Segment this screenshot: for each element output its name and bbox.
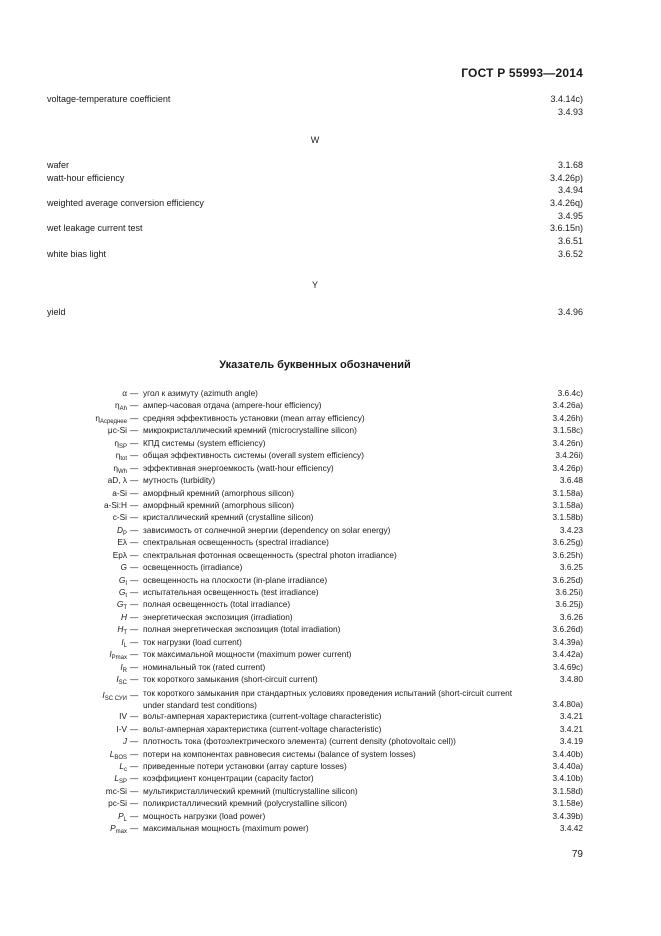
- symbol: [119, 711, 127, 721]
- index-reference: 3.6.15n): [549, 223, 583, 234]
- symbol-row: [40, 637, 583, 649]
- symbol: [115, 400, 127, 412]
- symbol: [116, 450, 127, 462]
- symbol-row: [40, 438, 583, 450]
- symbol-reference: 3.4.21: [559, 711, 583, 722]
- symbol-description: зависимость от солнечной энергии (dependency on solar energy): [143, 524, 391, 535]
- index-entry-row: [47, 307, 583, 320]
- symbol-main: G: [116, 599, 124, 610]
- symbol-row: [40, 388, 583, 400]
- symbol-reference: 3.4.19: [559, 736, 583, 747]
- symbol: [119, 587, 127, 599]
- symbol-row: [40, 500, 583, 512]
- symbol-main: L: [114, 773, 119, 784]
- symbol-main: I: [109, 649, 112, 660]
- symbol: [117, 525, 127, 537]
- symbol-row: [40, 587, 583, 599]
- symbol-row: [40, 786, 583, 798]
- symbol-dash: —: [130, 761, 139, 772]
- symbol: [108, 425, 127, 435]
- symbol-reference: 3.4.39a): [552, 636, 583, 647]
- symbol: [118, 811, 127, 823]
- symbol-reference: 3.1.58c): [553, 425, 583, 436]
- symbol-subscript: T: [123, 605, 127, 612]
- index-reference: 3.4.14c): [550, 94, 583, 104]
- symbol-main: P: [118, 810, 124, 821]
- symbol: [113, 463, 127, 475]
- symbol-dash: —: [130, 823, 139, 834]
- symbol-subscript: P: [122, 530, 127, 537]
- symbol-row: [40, 425, 583, 437]
- symbol-main: J: [122, 736, 127, 747]
- symbol-main: c-Si: [112, 512, 127, 523]
- symbol: [120, 662, 127, 674]
- index-group-y: [47, 307, 583, 320]
- symbol-main: a-Si: [112, 487, 127, 498]
- symbol: [109, 649, 127, 661]
- symbol: [110, 823, 127, 835]
- symbol-reference: 3.6.26: [559, 611, 583, 622]
- symbol-row: [40, 599, 583, 611]
- symbol-description: энергетическая экспозиция (irradiation): [143, 611, 293, 622]
- symbol: [114, 773, 127, 785]
- symbol-dash: —: [130, 748, 139, 759]
- symbol-row: [40, 711, 583, 723]
- symbol-reference: 3.4.26p): [552, 462, 583, 473]
- symbol-reference: 3.6.25: [559, 562, 583, 573]
- symbol-main: α: [122, 388, 127, 398]
- symbol-main: a-Si:H: [103, 499, 127, 510]
- symbol-reference: 3.4.40a): [552, 761, 583, 772]
- symbol-row: [40, 575, 583, 587]
- symbol-main: I: [102, 689, 105, 700]
- symbol: [121, 637, 127, 649]
- letter-heading-w: W: [310, 135, 320, 145]
- index-entry-row: [47, 107, 583, 120]
- symbol-dash: —: [130, 549, 139, 560]
- symbol-description: ток максимальной мощности (maximum power current): [143, 649, 352, 660]
- symbol-dash: —: [130, 487, 139, 498]
- symbol-row: [40, 463, 583, 475]
- symbol-description: кристаллический кремний (crystalline silicon): [143, 512, 314, 523]
- symbol-description: полная освещенность (total irradiance): [143, 599, 291, 610]
- symbol-row: [40, 798, 583, 810]
- symbol-reference: 3.4.26a): [552, 400, 583, 411]
- symbol-reference: 3.6.26d): [552, 624, 583, 635]
- symbol-description: КПД системы (system efficiency): [143, 437, 266, 448]
- index-entry-row: [47, 198, 583, 211]
- symbol-subscript: SP: [118, 779, 127, 786]
- symbol-description: освещенность (irradiance): [143, 562, 243, 573]
- symbol-reference: 3.1.58b): [552, 512, 583, 523]
- symbol-description: ампер-часовая отдача (ampere-hour efficiency): [143, 400, 322, 411]
- index-entry-row: [47, 211, 583, 224]
- symbol-row: [40, 736, 583, 748]
- symbol-description: угол к азимуту (azimuth angle): [143, 388, 258, 398]
- symbol-main: I: [120, 661, 123, 672]
- symbol-subscript: c: [124, 767, 127, 774]
- symbol-main: η: [115, 450, 121, 461]
- symbol-dash: —: [130, 611, 139, 622]
- symbol-reference: 3.6.25j): [555, 599, 583, 610]
- index-reference: 3.4.93: [557, 106, 583, 117]
- symbol-subscript: max: [115, 829, 127, 836]
- symbol-main: aD, λ: [107, 475, 127, 486]
- symbol-index: [40, 388, 583, 836]
- symbol-subscript: I: [125, 580, 127, 587]
- symbol-subscript: L: [123, 816, 127, 823]
- symbol-dash: —: [130, 649, 139, 660]
- symbol-main: I: [116, 674, 119, 685]
- index-reference: 3.4.94: [557, 185, 583, 196]
- symbol-description: вольт-амперная характеристика (current-voltage characteristic): [143, 711, 382, 722]
- symbol-description: полная энергетическая экспозиция (total irradiation): [143, 624, 341, 635]
- symbol-reference: 3.6.4c): [557, 388, 583, 398]
- symbol-reference: 3.1.58d): [552, 785, 583, 796]
- symbol-description: ток нагрузки (load current): [143, 636, 242, 647]
- index-term: white bias light: [47, 248, 107, 259]
- symbol: [114, 438, 127, 450]
- symbol-main: Epλ: [112, 549, 127, 560]
- symbol-dash: —: [130, 599, 139, 610]
- symbol-description: эффективная энергоемкость (watt-hour efficiency): [143, 462, 334, 473]
- symbol-main: mc-Si: [105, 785, 127, 796]
- index-entry-row: [47, 173, 583, 186]
- symbol-reference: 3.4.26n): [552, 437, 583, 448]
- index-entry-row: [47, 160, 583, 173]
- symbol-dash: —: [130, 689, 139, 700]
- symbol-dash: —: [130, 562, 139, 573]
- symbol-description: максимальная мощность (maximum power): [143, 823, 309, 834]
- symbol-main: H: [121, 611, 127, 622]
- symbol-row: [40, 674, 583, 686]
- symbol: [122, 388, 127, 398]
- symbol-reference: 3.6.25i): [555, 587, 583, 597]
- symbol-reference: 3.6.25h): [552, 549, 583, 560]
- symbol: [102, 690, 127, 702]
- symbol-description: испытательная освещенность (test irradiance): [143, 587, 319, 597]
- symbol-row: [40, 761, 583, 773]
- symbol-main: D: [116, 524, 123, 535]
- symbol-dash: —: [130, 524, 139, 535]
- symbol-row: [40, 649, 583, 661]
- index-entry-row: [47, 236, 583, 249]
- symbol-main: IV: [119, 711, 127, 722]
- symbol-subscript: Асреднее: [99, 418, 127, 425]
- symbol-reference: 3.4.26i): [555, 450, 583, 461]
- symbol-row: [40, 811, 583, 823]
- symbol: [112, 488, 127, 498]
- index-entry-row: [47, 185, 583, 198]
- symbol-subscript: T: [123, 630, 127, 637]
- symbol-main: G: [120, 562, 127, 573]
- letter-heading-y: Y: [311, 280, 318, 290]
- symbol-subscript: Wh: [118, 468, 127, 475]
- index-term: watt-hour efficiency: [47, 172, 125, 183]
- symbol-row: [40, 624, 583, 636]
- symbol-row: [40, 687, 583, 712]
- index-reference: 3.4.95: [557, 210, 583, 221]
- symbol-dash: —: [130, 450, 139, 461]
- symbol-main: η: [113, 462, 118, 473]
- symbol: [116, 724, 127, 734]
- symbol-row: [40, 662, 583, 674]
- symbol-dash: —: [130, 574, 139, 585]
- symbol-reference: 3.4.80a): [552, 698, 583, 709]
- symbol-reference: 3.4.23: [559, 524, 583, 535]
- symbol-dash: —: [130, 674, 139, 685]
- symbol-description: мультикристаллический кремний (multicrystalline silicon): [143, 785, 358, 796]
- symbol-row: [40, 512, 583, 524]
- symbol-description: плотность тока (фотоэлектрического элемента) (current density (photovoltaic cell)): [143, 736, 456, 747]
- symbol: [104, 500, 127, 510]
- symbol: [95, 413, 127, 425]
- index-reference: 3.1.68: [557, 160, 583, 170]
- symbol-subscript: Ah: [119, 406, 127, 413]
- symbol-reference: 3.6.48: [559, 475, 583, 486]
- symbol-row: [40, 724, 583, 736]
- symbol-description: освещенность на плоскости (in-plane irradiance): [143, 574, 328, 585]
- symbol-description: мощность нагрузки (load power): [143, 810, 266, 821]
- symbol-row: [40, 525, 583, 537]
- symbol-main: η: [115, 400, 120, 411]
- symbol-reference: 3.4.80: [559, 674, 583, 685]
- symbol: [119, 761, 127, 773]
- symbol-dash: —: [130, 798, 139, 809]
- symbol-main: μc-Si: [107, 425, 127, 436]
- symbol-subscript: tot: [120, 456, 127, 463]
- symbol-main: G: [118, 587, 126, 597]
- symbol-main: P: [110, 823, 116, 834]
- symbol-description: коэффициент концентрации (capacity factor): [143, 773, 314, 784]
- symbol-reference: 3.6.25g): [552, 537, 583, 548]
- index-entry-row: [47, 223, 583, 236]
- symbol-description: номинальный ток (rated current): [143, 661, 266, 672]
- symbol: [121, 562, 127, 572]
- symbol-dash: —: [130, 773, 139, 784]
- symbol-dash: —: [130, 400, 139, 411]
- symbol-dash: —: [130, 810, 139, 821]
- symbol-dash: —: [130, 661, 139, 672]
- symbol-reference: 3.1.58e): [552, 798, 583, 809]
- symbol-subscript: L: [123, 642, 127, 649]
- symbol-subscript: R: [122, 667, 127, 674]
- symbol-reference: 3.4.21: [559, 723, 583, 734]
- symbol-row: [40, 400, 583, 412]
- symbol-reference: 3.1.58a): [552, 487, 583, 498]
- symbol: [116, 674, 127, 686]
- symbol-description: приведенные потери установки (array capture losses): [143, 761, 347, 772]
- index-group-v: [47, 94, 583, 119]
- symbol-reference: 3.4.26h): [552, 412, 583, 423]
- symbol-subscript: t: [125, 593, 127, 599]
- symbol-description: потери на компонентах равновесия системы (balance of system losses): [143, 748, 416, 759]
- symbol-main: η: [95, 412, 100, 423]
- document-header: ГОСТ Р 55993—2014: [461, 66, 583, 80]
- symbol-row: [40, 413, 583, 425]
- symbol: [108, 475, 127, 485]
- symbol-dash: —: [130, 736, 139, 747]
- symbol-reference: 3.4.40b): [552, 748, 583, 759]
- symbol-dash: —: [130, 711, 139, 722]
- symbol-description: спектральная освещенность (spectral irradiance): [143, 537, 329, 548]
- index-group-w: [47, 160, 583, 262]
- symbol-dash: —: [130, 537, 139, 548]
- symbol: [117, 537, 127, 547]
- symbol-dash: —: [130, 785, 139, 796]
- symbol-description: мутность (turbidity): [143, 475, 216, 486]
- symbol-row: [40, 550, 583, 562]
- symbol-reference: 3.4.42: [559, 823, 583, 834]
- symbol-reference: 3.4.39b): [552, 810, 583, 821]
- symbol: [117, 624, 127, 636]
- symbol-dash: —: [130, 412, 139, 423]
- index-term: weighted average conversion efficiency: [47, 198, 204, 209]
- symbol: [119, 575, 127, 587]
- symbol-main: I-V: [116, 723, 127, 734]
- symbol-description: средняя эффективность установки (mean array efficiency): [143, 412, 365, 423]
- symbol-dash: —: [130, 512, 139, 523]
- symbol-main: η: [114, 437, 119, 448]
- symbol-main: L: [109, 748, 115, 759]
- symbol-reference: 3.4.69c): [553, 661, 583, 672]
- symbol-dash: —: [130, 723, 139, 734]
- index-term: voltage-temperature coefficient: [47, 94, 171, 104]
- section-title: Указатель буквенных обозначений: [219, 359, 411, 371]
- symbol-dash: —: [130, 499, 139, 510]
- symbol-main: G: [118, 574, 126, 585]
- symbol-row: [40, 450, 583, 462]
- symbol-description: микрокристаллический кремний (microcrystalline silicon): [143, 425, 357, 436]
- symbol-dash: —: [130, 587, 139, 597]
- symbol-row: [40, 488, 583, 500]
- symbol-row: [40, 612, 583, 624]
- symbol-row: [40, 749, 583, 761]
- symbol-main: H: [117, 624, 124, 635]
- symbol-description: аморфный кремний (amorphous silicon): [143, 487, 294, 498]
- symbol-subscript: SP: [118, 443, 127, 450]
- symbol: [121, 612, 127, 622]
- symbol: [113, 550, 127, 560]
- symbol-description: спектральная фотонная освещенность (spectral photon irradiance): [143, 549, 397, 560]
- index-term: wafer: [47, 160, 70, 170]
- symbol-description: общая эффективность системы (overall system efficiency): [143, 450, 364, 461]
- symbol-description: ток короткого замыкания (short-circuit current): [143, 674, 318, 685]
- symbol-row: [40, 773, 583, 785]
- symbol-dash: —: [130, 624, 139, 635]
- symbol-description: аморфный кремний (amorphous silicon): [143, 499, 294, 510]
- symbol-row: [40, 823, 583, 835]
- symbol-subscript: Pmax: [111, 655, 127, 662]
- index-entry-row: [47, 94, 583, 107]
- symbol-dash: —: [130, 475, 139, 486]
- index-term: wet leakage current test: [47, 223, 143, 234]
- symbol-main: Eλ: [117, 537, 127, 548]
- symbol-dash: —: [130, 425, 139, 436]
- symbol-description: вольт-амперная характеристика (current-voltage characteristic): [143, 723, 382, 734]
- symbol-main: pc-Si: [108, 798, 127, 809]
- symbol-row: [40, 562, 583, 574]
- symbol-dash: —: [130, 462, 139, 473]
- symbol: [108, 798, 127, 808]
- symbol: [123, 736, 127, 746]
- symbol-subscript: SC СУИ: [104, 695, 127, 702]
- symbol: [106, 786, 127, 796]
- symbol-reference: 3.6.25d): [552, 574, 583, 585]
- index-entry-row: [47, 249, 583, 262]
- symbol-description: поликристаллический кремний (polycrystalline silicon): [143, 798, 348, 809]
- index-term: yield: [47, 307, 66, 317]
- symbol-main: L: [119, 761, 124, 772]
- index-reference: 3.4.96: [557, 307, 583, 317]
- symbol-subscript: BOS: [114, 754, 127, 761]
- symbol-dash: —: [130, 636, 139, 647]
- symbol-reference: 3.4.10b): [552, 773, 583, 784]
- symbol: [117, 599, 127, 611]
- index-reference: 3.6.52: [557, 248, 583, 259]
- symbol: [110, 749, 127, 761]
- page-number: 79: [571, 849, 583, 860]
- symbol-row: [40, 537, 583, 549]
- symbol-row: [40, 475, 583, 487]
- symbol-reference: 3.1.58a): [552, 499, 583, 510]
- index-reference: 3.6.51: [557, 236, 583, 247]
- symbol-dash: —: [130, 388, 139, 398]
- symbol-dash: —: [130, 437, 139, 448]
- index-reference: 3.4.26q): [549, 198, 583, 209]
- index-reference: 3.4.26p): [549, 172, 583, 183]
- symbol-subscript: SC: [118, 680, 127, 687]
- symbol-description: ток короткого замыкания при стандартных условиях проведения испытаний (short-circuit current under standard test conditions): [143, 687, 513, 710]
- symbol-reference: 3.4.42a): [552, 649, 583, 660]
- symbol: [113, 512, 127, 522]
- symbol-main: I: [121, 636, 124, 647]
